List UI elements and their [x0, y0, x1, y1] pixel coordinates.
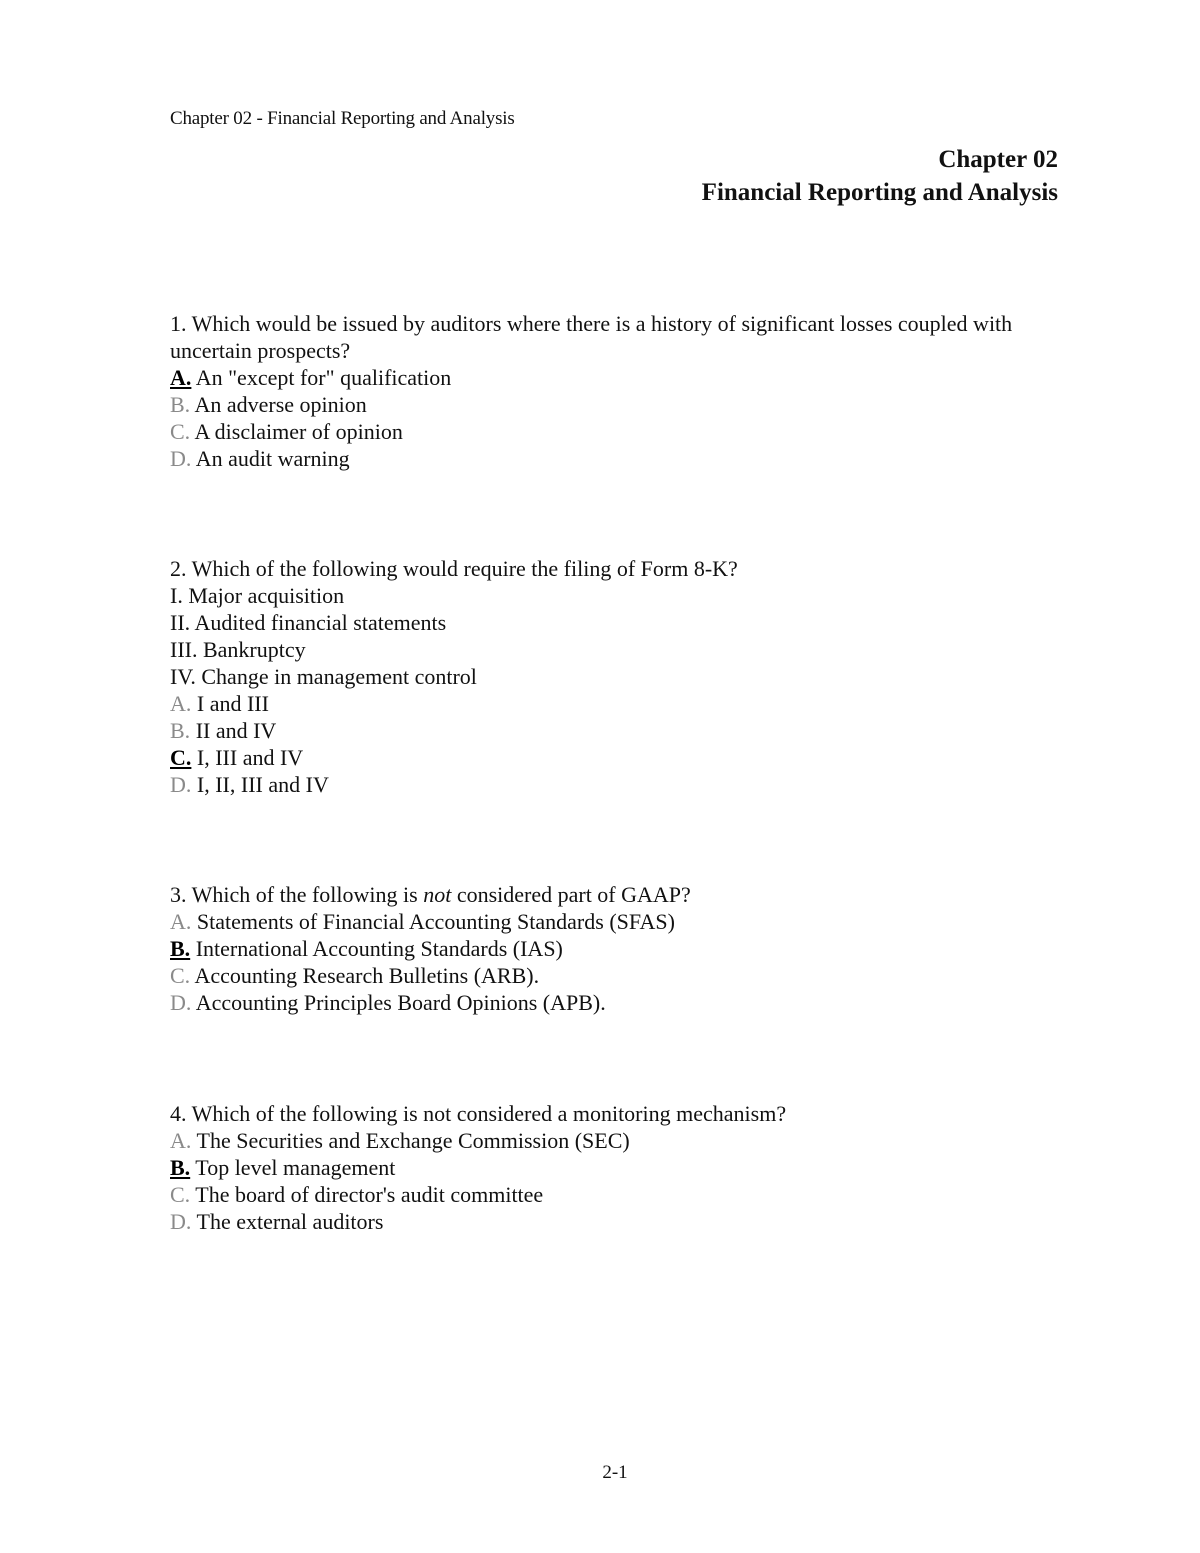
option-text: International Accounting Standards (IAS) — [195, 936, 563, 961]
option-text: The external auditors — [196, 1209, 384, 1234]
option-letter: A. — [170, 1128, 192, 1153]
option-letter: A. — [170, 365, 192, 390]
option-text: The Securities and Exchange Commission (SEC) — [196, 1128, 630, 1153]
chapter-title-block — [702, 143, 1058, 209]
chapter-number-heading: Chapter 02 — [938, 146, 1058, 173]
option-text: I and III — [196, 691, 269, 716]
question-3 — [170, 881, 1050, 1016]
emphasis-not: not — [423, 882, 452, 907]
question-2 — [170, 555, 1050, 798]
option-letter: D. — [170, 446, 192, 471]
question-2-option-b — [170, 717, 1050, 744]
option-text: Top level management — [195, 1155, 396, 1180]
page-number: 2-1 — [602, 1462, 628, 1483]
chapter-title-heading: Financial Reporting and Analysis — [701, 179, 1058, 206]
option-text: An audit warning — [195, 446, 350, 471]
question-2-option-a — [170, 690, 1050, 717]
question-2-option-c — [170, 744, 1050, 771]
question-4-option-c — [170, 1181, 1050, 1208]
option-letter: B. — [170, 392, 191, 417]
option-letter: D. — [170, 990, 192, 1015]
question-2-option-d — [170, 771, 1050, 798]
question-3-option-d — [170, 989, 1050, 1016]
question-2-statement-3: III. Bankruptcy — [170, 637, 306, 662]
question-1-text: 1. Which would be issued by auditors where there is a history of significant losses coupled with uncertain prospects? — [170, 311, 1013, 363]
option-text: II and IV — [195, 718, 277, 743]
question-4-option-b — [170, 1154, 1050, 1181]
question-2-text: 2. Which of the following would require the filing of Form 8-K? — [170, 556, 738, 581]
option-letter: C. — [170, 419, 191, 444]
question-4-option-d — [170, 1208, 1050, 1235]
option-letter: D. — [170, 772, 192, 797]
option-letter: B. — [170, 936, 191, 961]
option-letter: C. — [170, 745, 192, 770]
question-4 — [170, 1100, 1050, 1235]
question-4-text: 4. Which of the following is not considered a monitoring mechanism? — [170, 1101, 787, 1126]
option-letter: B. — [170, 718, 191, 743]
question-4-option-a — [170, 1127, 1050, 1154]
option-text: The board of director's audit committee — [195, 1182, 544, 1207]
question-1-option-b — [170, 391, 1050, 418]
question-3-option-a — [170, 908, 1050, 935]
option-letter: A. — [170, 691, 192, 716]
question-2-statement-4: IV. Change in management control — [170, 664, 477, 689]
option-letter: A. — [170, 909, 192, 934]
question-1-option-a — [170, 364, 1050, 391]
option-letter: C. — [170, 1182, 191, 1207]
option-text: An "except for" qualification — [195, 365, 452, 390]
question-1 — [170, 310, 1050, 472]
question-1-option-d — [170, 445, 1050, 472]
question-3-option-c — [170, 962, 1050, 989]
question-2-statement-1: I. Major acquisition — [170, 583, 345, 608]
option-text: I, III and IV — [196, 745, 304, 770]
option-text: Accounting Research Bulletins (ARB). — [194, 963, 540, 988]
question-3-text: 3. Which of the following is not considered part of GAAP? — [170, 882, 691, 907]
option-text: Accounting Principles Board Opinions (APB). — [195, 990, 606, 1015]
option-text: I, II, III and IV — [196, 772, 329, 797]
question-2-statement-2: II. Audited financial statements — [170, 610, 447, 635]
running-header: Chapter 02 - Financial Reporting and Analysis — [170, 108, 515, 129]
option-letter: D. — [170, 1209, 192, 1234]
question-3-option-b — [170, 935, 1050, 962]
option-letter: C. — [170, 963, 191, 988]
option-text: Statements of Financial Accounting Standards (SFAS) — [196, 909, 675, 934]
question-1-option-c — [170, 418, 1050, 445]
option-letter: B. — [170, 1155, 191, 1180]
option-text: An adverse opinion — [194, 392, 367, 417]
option-text: A disclaimer of opinion — [194, 419, 403, 444]
